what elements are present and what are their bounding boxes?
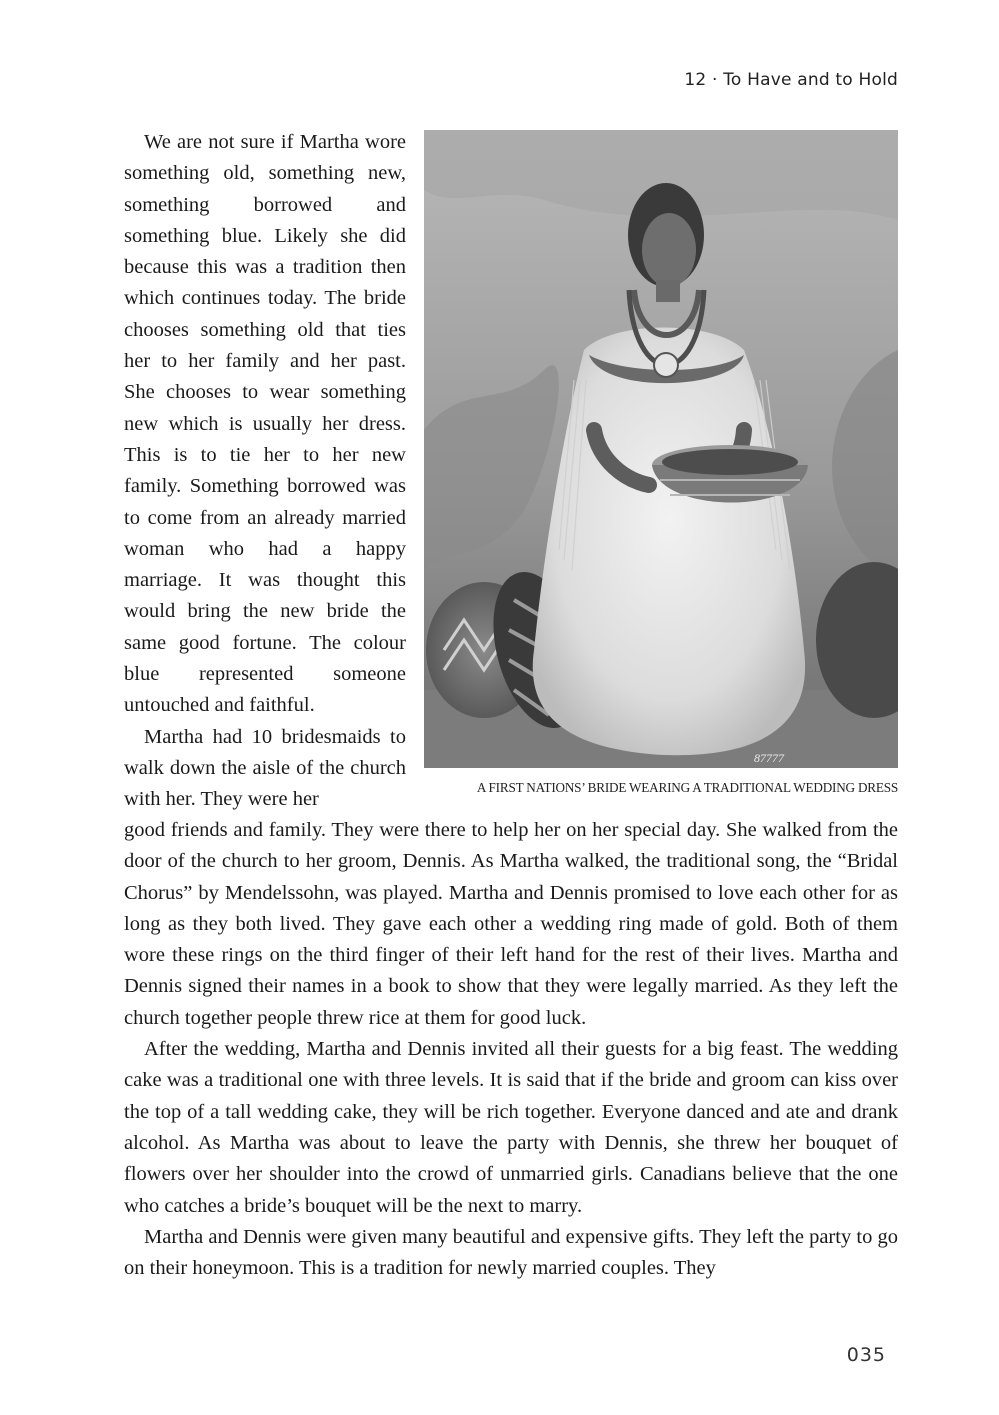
full-width-text	[124, 815, 898, 1284]
paragraph-wedding-feast: After the wedding, Martha and Dennis invited all their guests for a big feast. The wedding cake was a traditional one with three levels. It is said that if the bride and groom can kiss over the top of a tall wedding cake, they will be rich together. Everyone danced and ate and drank alcohol. As Martha was about to leave the party with Dennis, she threw her bouquet of flowers over her shoulder into the crowd of unmarried girls. Canadians believe that the one who catches a bride’s bouquet will be the next to marry.	[124, 1038, 898, 1217]
paragraph-gifts-honeymoon: Martha and Dennis were given many beautiful and expensive gifts. They left the party to go on their honeymoon. This is a tradition for newly married couples. They	[124, 1225, 898, 1280]
left-text-column	[124, 127, 406, 816]
paragraph-bridesmaids-continued: good friends and family. They were there to help her on her special day. She walked from the door of the church to her groom, Dennis. As Martha walked, the traditional song, the “Bridal Chorus” by Mendelssohn, was played. Martha and Dennis promised to love each other for as long as they both lived. They gave each other a wedding ring made of gold. Both of them wore these rings on the third finger of their left hand for the rest of their lives. Martha and Dennis signed their names in a book to show that they were legally married. As they left the church together people threw rice at them for good luck.	[124, 819, 898, 1029]
photo-number: 87777	[754, 751, 784, 765]
figure-caption: A FIRST NATIONS’ BRIDE WEARING A TRADITIONAL WEDDING DRESS	[476, 780, 898, 795]
paragraph-bridesmaids-start: Martha had 10 bridesmaids to walk down the aisle of the church with her. They were her	[124, 725, 406, 811]
running-head: 12 · To Have and to Hold	[684, 70, 898, 90]
page-number: 035	[846, 1344, 886, 1366]
bride-photograph	[424, 130, 898, 768]
bride-figure	[424, 130, 898, 796]
paragraph-something-old: We are not sure if Martha wore something old, something new, something borrowed and something blue. Likely she did because this was a tradition then which continues today. The bride chooses something old that ties her to her family and her past. She chooses to wear something new which is usually her dress. This is to tie her to her new family. Something borrowed was to come from an already married woman who had a happy marriage. It was thought this would bring the new bride the same good fortune. The colour blue represented someone untouched and faithful.	[124, 131, 406, 717]
